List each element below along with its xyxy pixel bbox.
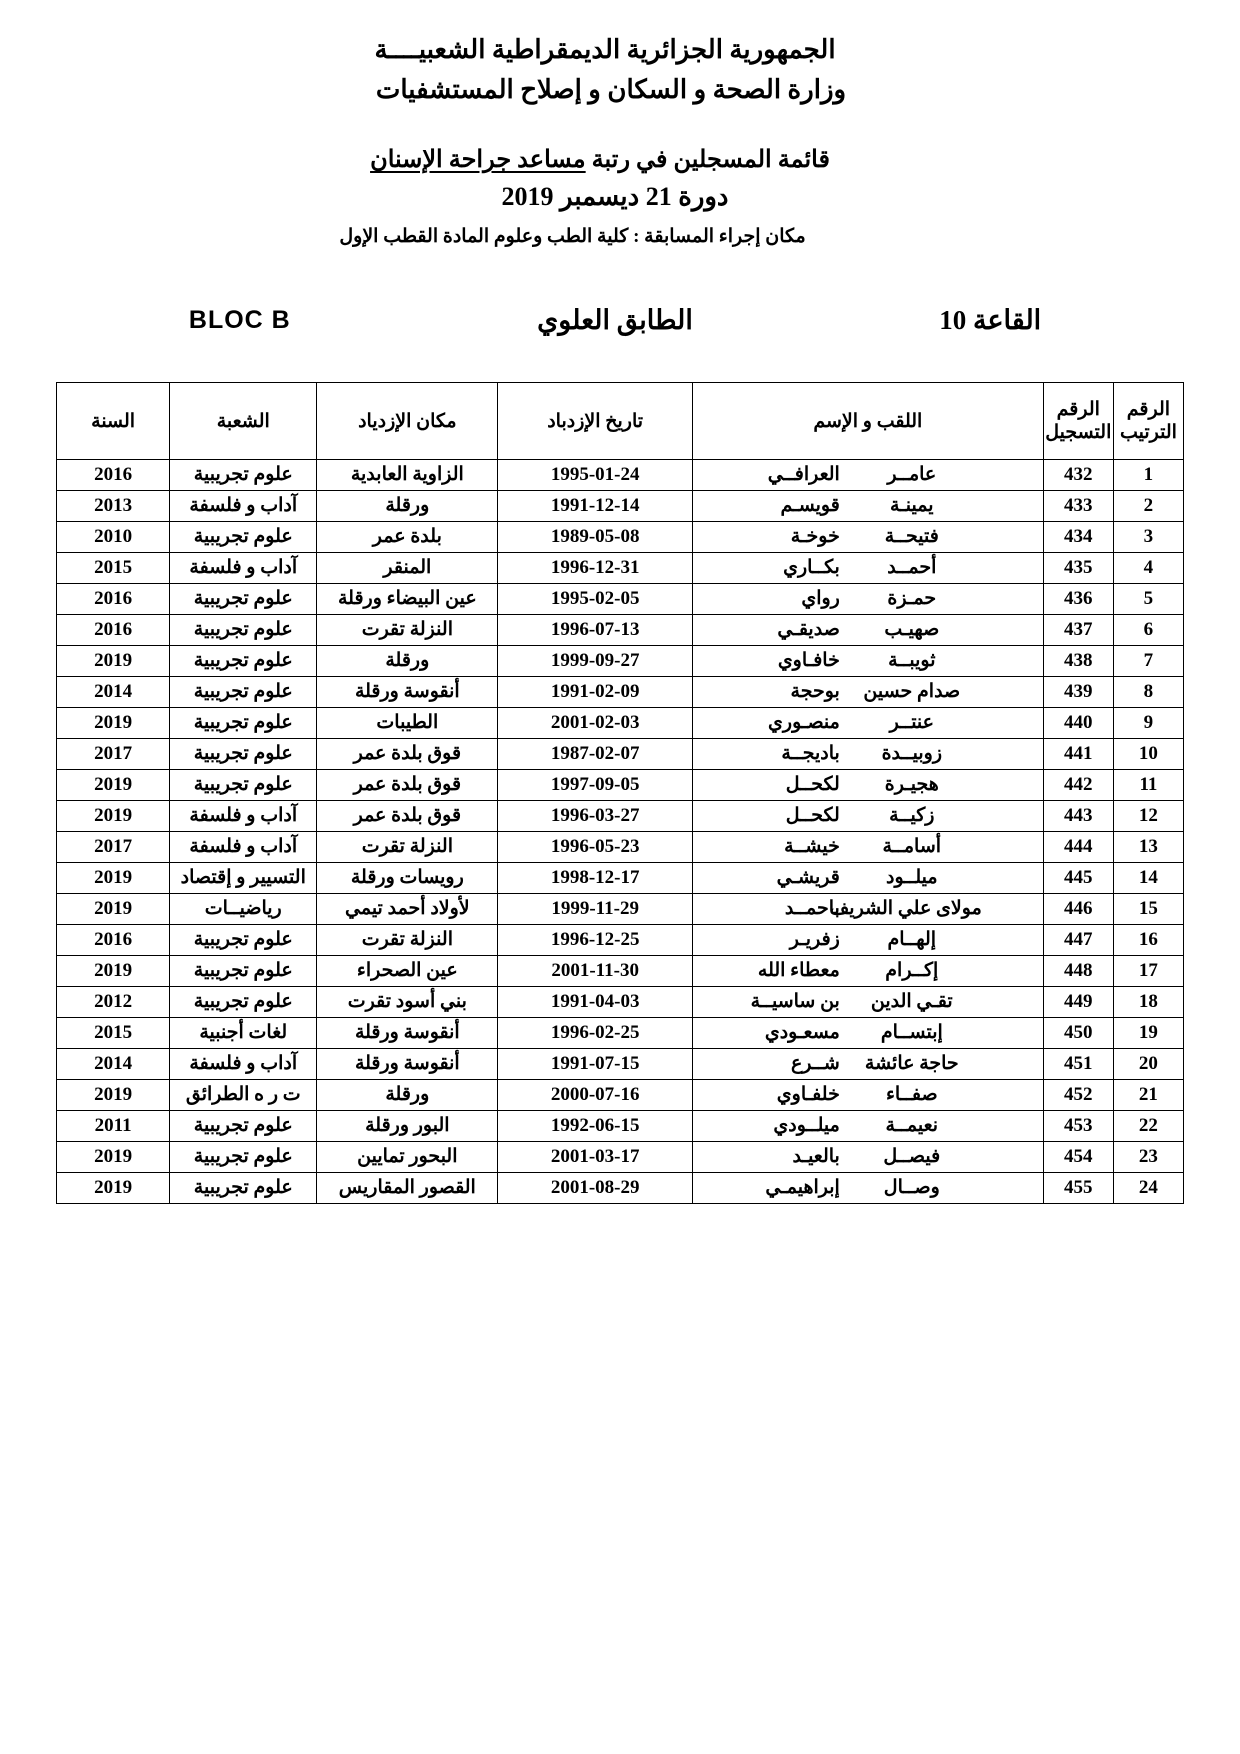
first-name: وصــال	[883, 1177, 940, 1198]
cell-birth-date: 2000-07-16	[498, 1080, 693, 1111]
last-name: معطاء الله	[757, 960, 840, 981]
ministry-line: وزارة الصحة و السكان و إصلاح المستشفيات	[375, 75, 847, 104]
table-row	[57, 987, 1184, 1018]
last-name: إبراهيمـي	[765, 1177, 840, 1198]
cell-year: 2014	[57, 677, 170, 708]
first-name: إبتســام	[880, 1022, 943, 1043]
cell-birth-place: ورقلة	[317, 1080, 498, 1111]
cell-full-name	[692, 894, 1043, 925]
first-name: نعيمــة	[885, 1115, 939, 1136]
cell-registration: 450	[1043, 1018, 1113, 1049]
cell-birth-date: 1996-07-13	[498, 615, 693, 646]
cell-rank: 19	[1113, 1018, 1183, 1049]
cell-full-name	[692, 1080, 1043, 1111]
table-row	[57, 863, 1184, 894]
cell-year: 2017	[57, 739, 170, 770]
floor-label: الطابق العلوي	[537, 305, 693, 335]
cell-registration: 437	[1043, 615, 1113, 646]
cell-full-name	[692, 1049, 1043, 1080]
cell-birth-date: 1992-06-15	[498, 1111, 693, 1142]
cell-birth-place: أنقوسة ورقلة	[317, 1049, 498, 1080]
last-name: لكحــل	[785, 774, 840, 795]
cell-birth-date: 1991-04-03	[498, 987, 693, 1018]
table-row	[57, 801, 1184, 832]
cell-branch: علوم تجريبية	[170, 1111, 317, 1142]
cell-rank: 16	[1113, 925, 1183, 956]
cell-rank: 12	[1113, 801, 1183, 832]
cell-year: 2011	[57, 1111, 170, 1142]
last-name: لكحــل	[785, 805, 840, 826]
first-name: عنتــر	[889, 712, 934, 733]
cell-year: 2019	[57, 956, 170, 987]
last-name: بكــاري	[783, 557, 840, 578]
cell-rank: 13	[1113, 832, 1183, 863]
table-row	[57, 1049, 1184, 1080]
cell-registration: 455	[1043, 1173, 1113, 1204]
last-name: ميلــودي	[773, 1115, 840, 1136]
first-name: تقـي الدين	[870, 991, 953, 1012]
cell-branch: علوم تجريبية	[170, 584, 317, 615]
cell-year: 2019	[57, 1080, 170, 1111]
cell-birth-place: بني أسود تقرت	[317, 987, 498, 1018]
cell-birth-date: 2001-02-03	[498, 708, 693, 739]
cell-rank: 11	[1113, 770, 1183, 801]
column-header-birth-place: مكان الإزدياد	[317, 383, 498, 460]
cell-rank: 1	[1113, 460, 1183, 491]
first-name: فتيحــة	[884, 526, 939, 547]
table-row	[57, 584, 1184, 615]
cell-birth-place: الزاوية العابدية	[317, 460, 498, 491]
cell-birth-place: أنقوسة ورقلة	[317, 1018, 498, 1049]
cell-birth-date: 1996-12-25	[498, 925, 693, 956]
cell-branch: لغات أجنبية	[170, 1018, 317, 1049]
table-row	[57, 460, 1184, 491]
cell-branch: آداب و فلسفة	[170, 553, 317, 584]
cell-birth-date: 2001-03-17	[498, 1142, 693, 1173]
cell-birth-place: قوق بلدة عمر	[317, 739, 498, 770]
cell-branch: علوم تجريبية	[170, 460, 317, 491]
cell-birth-place: قوق بلدة عمر	[317, 801, 498, 832]
table-row	[57, 770, 1184, 801]
column-header-rank	[1113, 383, 1183, 460]
table-body	[57, 460, 1184, 1204]
cell-birth-place: النزلة تقرت	[317, 832, 498, 863]
cell-registration: 447	[1043, 925, 1113, 956]
cell-branch: آداب و فلسفة	[170, 491, 317, 522]
last-name: بوحجة	[790, 681, 840, 702]
table-row	[57, 708, 1184, 739]
first-name: إكــرام	[885, 960, 939, 981]
cell-registration: 438	[1043, 646, 1113, 677]
cell-branch: علوم تجريبية	[170, 1173, 317, 1204]
table-row	[57, 739, 1184, 770]
first-name: إلهــام	[887, 929, 937, 950]
cell-branch: علوم تجريبية	[170, 739, 317, 770]
column-header-branch: الشعبة	[170, 383, 317, 460]
cell-registration: 436	[1043, 584, 1113, 615]
cell-birth-place: القصور المقاريس	[317, 1173, 498, 1204]
last-name: قريشـي	[776, 867, 840, 888]
title-emphasis: مساعد جراحة الإسنان	[370, 147, 586, 173]
cell-branch: آداب و فلسفة	[170, 801, 317, 832]
cell-branch: التسيير و إقتصاد	[170, 863, 317, 894]
cell-year: 2017	[57, 832, 170, 863]
last-name: خلفـاوي	[776, 1084, 840, 1105]
first-name: زوبيــدة	[881, 743, 943, 764]
cell-birth-place: النزلة تقرت	[317, 615, 498, 646]
table-row	[57, 677, 1184, 708]
cell-branch: علوم تجريبية	[170, 708, 317, 739]
cell-full-name	[692, 1142, 1043, 1173]
table-row	[57, 522, 1184, 553]
column-header-year: السنة	[57, 383, 170, 460]
cell-registration: 440	[1043, 708, 1113, 739]
cell-birth-place: ورقلة	[317, 491, 498, 522]
first-name: يمينـة	[890, 495, 934, 516]
cell-registration: 446	[1043, 894, 1113, 925]
first-name: حمـزة	[887, 588, 937, 609]
last-name: خوخـة	[790, 526, 840, 547]
cell-rank: 14	[1113, 863, 1183, 894]
cell-rank: 22	[1113, 1111, 1183, 1142]
cell-full-name	[692, 677, 1043, 708]
cell-branch: علوم تجريبية	[170, 987, 317, 1018]
table-row	[57, 1080, 1184, 1111]
cell-full-name	[692, 584, 1043, 615]
first-name: صهيـب	[884, 619, 940, 640]
cell-birth-place: البحور تمايين	[317, 1142, 498, 1173]
cell-rank: 15	[1113, 894, 1183, 925]
candidates-table-wrap	[0, 382, 1240, 1204]
cell-birth-place: المنقر	[317, 553, 498, 584]
cell-branch: علوم تجريبية	[170, 770, 317, 801]
table-row	[57, 925, 1184, 956]
cell-registration: 443	[1043, 801, 1113, 832]
table-row	[57, 894, 1184, 925]
first-name: فيصــل	[883, 1146, 941, 1167]
cell-birth-place: بلدة عمر	[317, 522, 498, 553]
cell-year: 2019	[57, 646, 170, 677]
table-row	[57, 832, 1184, 863]
cell-year: 2019	[57, 863, 170, 894]
first-name: زكيــة	[889, 805, 935, 826]
cell-registration: 432	[1043, 460, 1113, 491]
cell-birth-date: 1997-09-05	[498, 770, 693, 801]
table-row	[57, 553, 1184, 584]
cell-branch: علوم تجريبية	[170, 677, 317, 708]
first-name: مولاى علي الشريف	[829, 898, 982, 919]
hall-label: القاعة 10	[939, 305, 1042, 335]
cell-year: 2019	[57, 770, 170, 801]
column-header-birth-date: تاريخ الإزدباد	[498, 383, 693, 460]
column-header-rank-line2: الترتيب	[1119, 422, 1177, 443]
cell-registration: 448	[1043, 956, 1113, 987]
cell-registration: 449	[1043, 987, 1113, 1018]
cell-birth-place: النزلة تقرت	[317, 925, 498, 956]
cell-rank: 6	[1113, 615, 1183, 646]
column-header-registration	[1043, 383, 1113, 460]
cell-rank: 17	[1113, 956, 1183, 987]
cell-year: 2016	[57, 460, 170, 491]
cell-rank: 24	[1113, 1173, 1183, 1204]
cell-year: 2012	[57, 987, 170, 1018]
cell-birth-date: 1996-12-31	[498, 553, 693, 584]
cell-full-name	[692, 1111, 1043, 1142]
cell-branch: ت ر ه الطرائق	[170, 1080, 317, 1111]
cell-full-name	[692, 522, 1043, 553]
cell-year: 2015	[57, 1018, 170, 1049]
column-header-registration-line2: التسجيل	[1045, 422, 1112, 443]
cell-full-name	[692, 739, 1043, 770]
column-header-name: اللقب و الإسم	[692, 383, 1043, 460]
cell-birth-date: 1991-07-15	[498, 1049, 693, 1080]
last-name: مسعـودي	[764, 1022, 840, 1043]
cell-rank: 20	[1113, 1049, 1183, 1080]
last-name: شــرع	[790, 1053, 840, 1074]
last-name: بن ساسيــة	[750, 991, 840, 1012]
first-name: ميلــود	[885, 867, 938, 888]
cell-registration: 454	[1043, 1142, 1113, 1173]
cell-registration: 445	[1043, 863, 1113, 894]
cell-registration: 439	[1043, 677, 1113, 708]
cell-rank: 8	[1113, 677, 1183, 708]
cell-rank: 21	[1113, 1080, 1183, 1111]
cell-rank: 3	[1113, 522, 1183, 553]
last-name: باديجــة	[781, 743, 840, 764]
cell-birth-date: 1987-02-07	[498, 739, 693, 770]
first-name: هجيـرة	[884, 774, 939, 795]
cell-rank: 7	[1113, 646, 1183, 677]
first-name: ثويبــة	[888, 650, 936, 671]
cell-year: 2015	[57, 553, 170, 584]
page-title	[370, 142, 870, 178]
cell-rank: 5	[1113, 584, 1183, 615]
cell-rank: 18	[1113, 987, 1183, 1018]
cell-branch: رياضيــات	[170, 894, 317, 925]
cell-birth-date: 1996-03-27	[498, 801, 693, 832]
cell-branch: آداب و فلسفة	[170, 1049, 317, 1080]
cell-year: 2019	[57, 708, 170, 739]
column-header-registration-line1: الرقم	[1056, 399, 1100, 420]
cell-registration: 434	[1043, 522, 1113, 553]
cell-registration: 442	[1043, 770, 1113, 801]
first-name: صفــاء	[885, 1084, 938, 1105]
title-prefix: قائمة المسجلين في رتبة	[585, 147, 830, 173]
cell-birth-place: رويسات ورقلة	[317, 863, 498, 894]
cell-branch: آداب و فلسفة	[170, 832, 317, 863]
cell-full-name	[692, 925, 1043, 956]
cell-full-name	[692, 708, 1043, 739]
table-row	[57, 615, 1184, 646]
cell-full-name	[692, 1018, 1043, 1049]
last-name: صديقـي	[777, 619, 840, 640]
cell-birth-place: الطيبات	[317, 708, 498, 739]
cell-branch: علوم تجريبية	[170, 925, 317, 956]
cell-rank: 4	[1113, 553, 1183, 584]
cell-birth-date: 1995-02-05	[498, 584, 693, 615]
cell-branch: علوم تجريبية	[170, 1142, 317, 1173]
cell-registration: 441	[1043, 739, 1113, 770]
cell-full-name	[692, 615, 1043, 646]
document-title-block	[0, 142, 1240, 216]
exam-place-line: مكان إجراء المسابقة : كلية الطب وعلوم المادة القطب الإول	[339, 226, 806, 247]
cell-birth-place: عين الصحراء	[317, 956, 498, 987]
cell-rank: 23	[1113, 1142, 1183, 1173]
cell-rank: 2	[1113, 491, 1183, 522]
cell-rank: 9	[1113, 708, 1183, 739]
table-row	[57, 1111, 1184, 1142]
cell-registration: 433	[1043, 491, 1113, 522]
last-name: العرافــي	[767, 464, 840, 485]
cell-branch: علوم تجريبية	[170, 522, 317, 553]
cell-birth-place: البور ورقلة	[317, 1111, 498, 1142]
cell-full-name	[692, 491, 1043, 522]
cell-branch: علوم تجريبية	[170, 615, 317, 646]
cell-registration: 453	[1043, 1111, 1113, 1142]
cell-birth-date: 1999-11-29	[498, 894, 693, 925]
first-name: حاجة عائشة	[864, 1053, 959, 1074]
last-name: منصـوري	[768, 712, 840, 733]
cell-full-name	[692, 863, 1043, 894]
cell-year: 2016	[57, 584, 170, 615]
cell-birth-place: قوق بلدة عمر	[317, 770, 498, 801]
cell-year: 2019	[57, 1173, 170, 1204]
last-name: زفريـر	[789, 929, 840, 950]
cell-birth-date: 1991-12-14	[498, 491, 693, 522]
cell-full-name	[692, 460, 1043, 491]
last-name: بالعيـد	[792, 1146, 840, 1167]
first-name: عامــر	[887, 464, 937, 485]
cell-full-name	[692, 770, 1043, 801]
bloc-label: BLOC B	[188, 306, 291, 334]
cell-birth-date: 1995-01-24	[498, 460, 693, 491]
cell-birth-place: ورقلة	[317, 646, 498, 677]
cell-birth-date: 1996-05-23	[498, 832, 693, 863]
cell-year: 2019	[57, 894, 170, 925]
cell-birth-place: أنقوسة ورقلة	[317, 677, 498, 708]
last-name: خيشــة	[784, 836, 840, 857]
cell-full-name	[692, 646, 1043, 677]
cell-birth-date: 1998-12-17	[498, 863, 693, 894]
cell-birth-date: 2001-11-30	[498, 956, 693, 987]
last-name: قويسـم	[780, 495, 840, 516]
table-header-row	[57, 383, 1184, 460]
cell-birth-date: 1996-02-25	[498, 1018, 693, 1049]
cell-year: 2016	[57, 925, 170, 956]
cell-birth-date: 2001-08-29	[498, 1173, 693, 1204]
table-row	[57, 491, 1184, 522]
cell-birth-date: 1989-05-08	[498, 522, 693, 553]
cell-year: 2010	[57, 522, 170, 553]
cell-year: 2014	[57, 1049, 170, 1080]
table-row	[57, 646, 1184, 677]
table-row	[57, 1173, 1184, 1204]
session-title: دورة 21 ديسمبر 2019	[501, 182, 729, 211]
last-name: باحمــد	[784, 898, 840, 919]
cell-year: 2016	[57, 615, 170, 646]
cell-registration: 452	[1043, 1080, 1113, 1111]
cell-full-name	[692, 801, 1043, 832]
republic-line: الجمهورية الجزائرية الديمقراطية الشعبيــــة	[374, 35, 836, 64]
cell-birth-date: 1991-02-09	[498, 677, 693, 708]
cell-branch: علوم تجريبية	[170, 956, 317, 987]
column-header-rank-line1: الرقم	[1126, 399, 1171, 420]
cell-rank: 10	[1113, 739, 1183, 770]
candidates-table	[56, 382, 1184, 1204]
cell-full-name	[692, 987, 1043, 1018]
cell-birth-date: 1999-09-27	[498, 646, 693, 677]
cell-full-name	[692, 832, 1043, 863]
cell-full-name	[692, 956, 1043, 987]
last-name: خافـاوي	[777, 650, 840, 671]
venue-row	[0, 304, 1240, 336]
ministry-header	[0, 0, 1240, 110]
first-name: صدام حسين	[863, 681, 961, 702]
first-name: أحمــد	[887, 557, 937, 578]
cell-birth-place: لأولاد أحمد تيمي	[317, 894, 498, 925]
table-row	[57, 1018, 1184, 1049]
table-row	[57, 1142, 1184, 1173]
cell-year: 2019	[57, 1142, 170, 1173]
cell-full-name	[692, 1173, 1043, 1204]
cell-registration: 435	[1043, 553, 1113, 584]
cell-birth-place: عين البيضاء ورقلة	[317, 584, 498, 615]
cell-year: 2019	[57, 801, 170, 832]
cell-branch: علوم تجريبية	[170, 646, 317, 677]
cell-registration: 451	[1043, 1049, 1113, 1080]
cell-year: 2013	[57, 491, 170, 522]
cell-registration: 444	[1043, 832, 1113, 863]
table-row	[57, 956, 1184, 987]
last-name: رواي	[801, 588, 840, 609]
cell-full-name	[692, 553, 1043, 584]
first-name: أسامــة	[882, 836, 942, 857]
